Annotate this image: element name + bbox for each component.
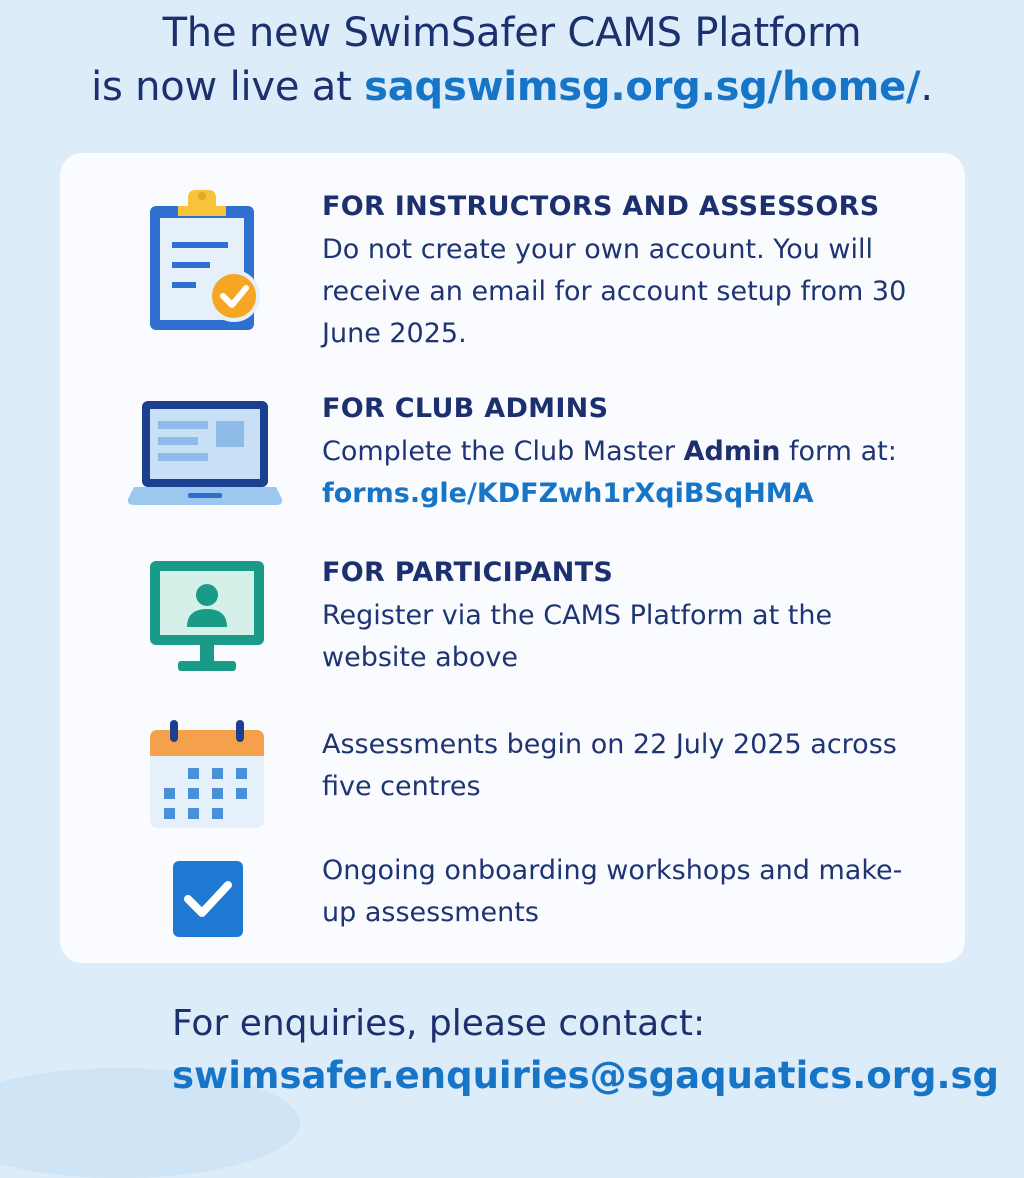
- contact-footer: [172, 998, 999, 1102]
- section-workshops: [322, 850, 922, 934]
- section-text: Do not create your own account. You will receive an email for account setup from 30 June 2025.: [322, 234, 907, 349]
- title-line-2: is now live at saqswimsg.org.sg/home/.: [91, 64, 933, 110]
- section-title: FOR CLUB ADMINS: [322, 393, 609, 424]
- clipboard-check-icon: [148, 186, 264, 332]
- section-club-admins: [322, 391, 922, 515]
- calendar-icon: [148, 718, 266, 830]
- monitor-user-icon: [148, 559, 266, 675]
- title-line-1: The new SwimSafer CAMS Platform: [162, 10, 862, 56]
- section-text: Complete the Club Master Admin form at: forms.gle/KDFZwh1rXqiBSqHMA: [322, 436, 897, 509]
- contact-email-link[interactable]: swimsafer.enquiries@sgaquatics.org.sg: [172, 1054, 1000, 1097]
- section-text: Register via the CAMS Platform at the website above: [322, 600, 833, 673]
- section-title: FOR PARTICIPANTS: [322, 557, 614, 588]
- laptop-icon: [126, 399, 284, 509]
- section-text: Ongoing onboarding workshops and make-up assessments: [322, 855, 903, 928]
- section-participants: [322, 555, 922, 679]
- section-instructors: [322, 189, 922, 355]
- page-title: [0, 6, 1024, 114]
- section-text: Assessments begin on 22 July 2025 across five centres: [322, 729, 897, 802]
- section-assessments: [322, 724, 922, 808]
- contact-text: For enquiries, please contact:: [172, 1003, 706, 1044]
- admin-form-link[interactable]: forms.gle/KDFZwh1rXqiBSqHMA: [322, 478, 814, 509]
- checkbox-icon: [172, 859, 244, 939]
- section-title: FOR INSTRUCTORS AND ASSESSORS: [322, 191, 880, 222]
- platform-link[interactable]: saqswimsg.org.sg/home/: [364, 64, 921, 110]
- info-card: [60, 153, 965, 963]
